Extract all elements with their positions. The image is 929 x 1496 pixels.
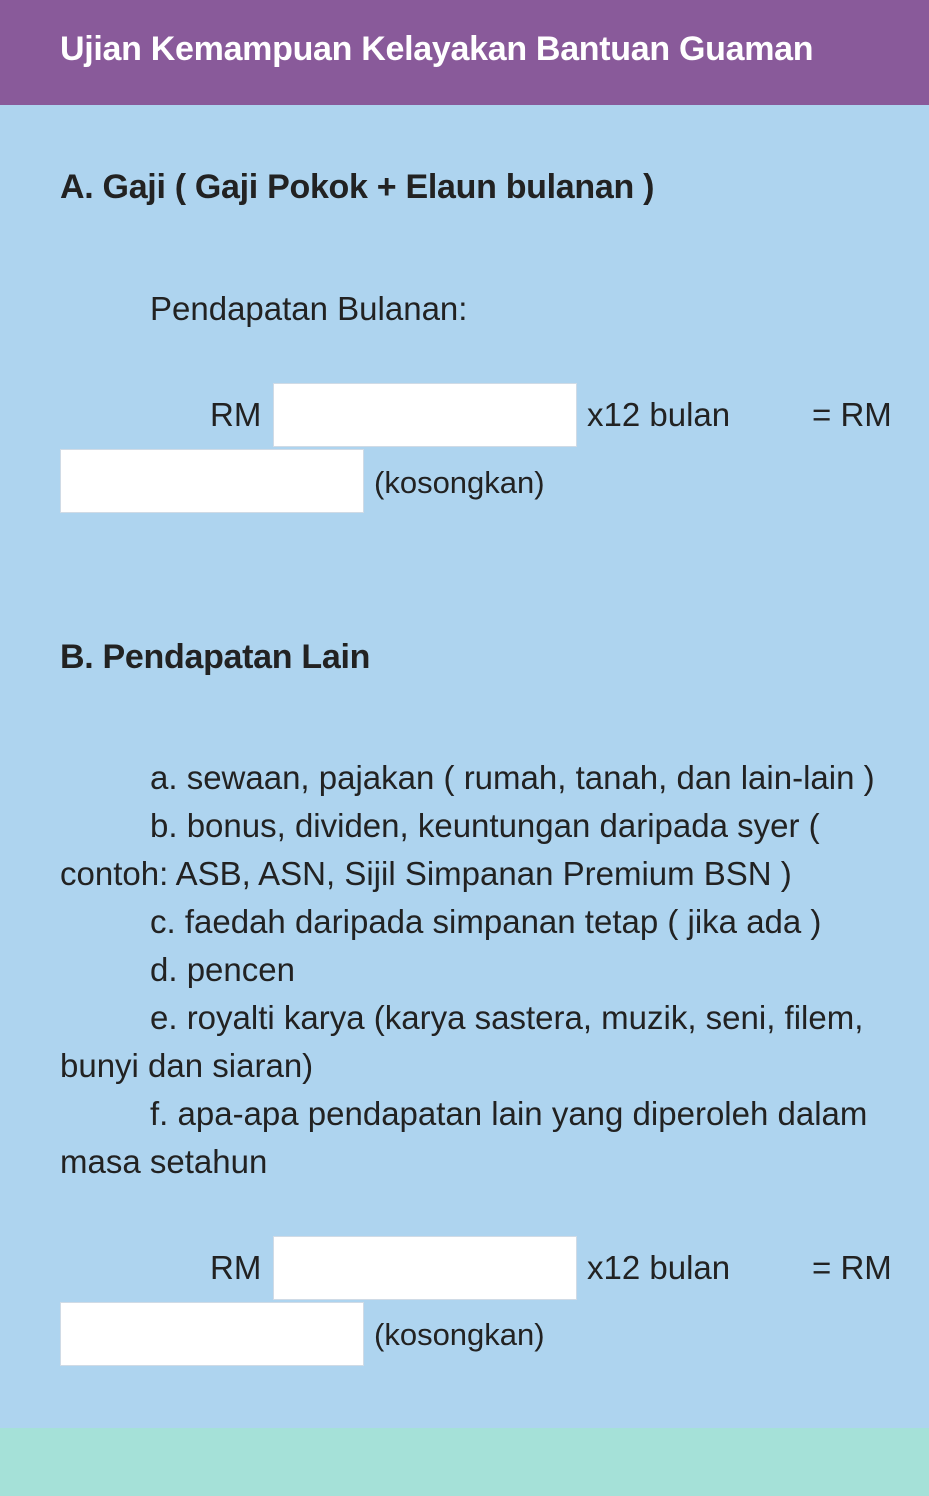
page-title: Ujian Kemampuan Kelayakan Bantuan Guaman (60, 30, 814, 68)
section-b-multiplier-label: x12 bulan (587, 1249, 731, 1286)
list-item-c: c. faedah daripada simpanan tetap ( jika ada ) (150, 903, 822, 940)
app-header (0, 0, 929, 105)
list-item-f-continued: masa setahun (60, 1143, 268, 1180)
list-item-a: a. sewaan, pajakan ( rumah, tanah, dan lain-lain ) (150, 759, 875, 796)
list-item-b-continued: contoh: ASB, ASN, Sijil Simpanan Premium BSN ) (60, 855, 792, 892)
section-b-annual-input[interactable] (60, 1302, 364, 1366)
section-b-currency-prefix: RM (210, 1249, 262, 1286)
list-item-b: b. bonus, dividen, keuntungan daripada syer ( (150, 807, 820, 844)
section-b-equals-label: = RM (812, 1249, 892, 1286)
list-item-e: e. royalti karya (karya sastera, muzik, seni, filem, (150, 999, 864, 1036)
list-item-f: f. apa-apa pendapatan lain yang diperoleh dalam (150, 1095, 868, 1132)
section-a-monthly-input[interactable] (273, 383, 577, 447)
section-b-monthly-input[interactable] (273, 1236, 577, 1300)
monthly-income-label: Pendapatan Bulanan: (150, 290, 468, 327)
section-a-annual-input[interactable] (60, 449, 364, 513)
list-item-e-continued: bunyi dan siaran) (60, 1047, 314, 1084)
section-a-heading: A. Gaji ( Gaji Pokok + Elaun bulanan ) (60, 168, 655, 206)
section-a-equals-label: = RM (812, 396, 892, 433)
section-a-currency-prefix: RM (210, 396, 262, 433)
section-b-heading: B. Pendapatan Lain (60, 638, 371, 676)
section-a-annual-note: (kosongkan) (374, 465, 545, 500)
section-b-annual-note: (kosongkan) (374, 1317, 545, 1352)
list-item-d: d. pencen (150, 951, 295, 988)
section-a-multiplier-label: x12 bulan (587, 396, 731, 433)
footer-bar (0, 1428, 929, 1496)
